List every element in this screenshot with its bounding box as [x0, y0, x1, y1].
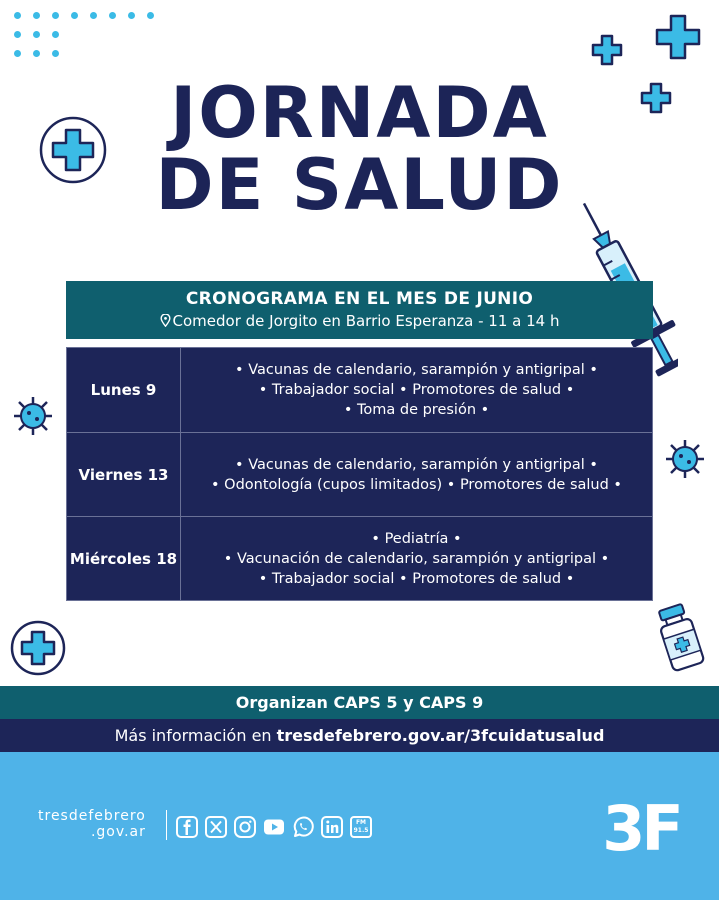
logo-line2: .gov.ar [90, 824, 146, 840]
service-note: (cupos limitados) [312, 476, 447, 493]
fm-label-top: FM [355, 819, 367, 826]
table-row [67, 348, 653, 433]
fm-radio-icon[interactable] [350, 816, 372, 838]
more-info-prefix: Más información en [114, 726, 277, 745]
service-line: • Vacunas de calendario, sarampión y antigripal • [235, 362, 598, 378]
service-line: • Vacunas de calendario, sarampión y antigripal • [235, 456, 598, 473]
services-cell [181, 517, 653, 601]
table-row [67, 433, 653, 517]
tresdefebrero-logo[interactable] [38, 808, 146, 840]
medical-cross-icon [655, 14, 701, 60]
linkedin-icon[interactable] [321, 816, 343, 838]
footer [0, 752, 719, 900]
organizers-banner: Organizan CAPS 5 y CAPS 9 [0, 686, 719, 719]
schedule-header [66, 281, 653, 339]
whatsapp-icon[interactable] [292, 816, 314, 838]
fm-label-bottom: 91.5 [353, 827, 369, 834]
location-text: Comedor de Jorgito en Barrio Esperanza - 11 a 14 h [172, 312, 560, 330]
vaccine-vial-icon [650, 602, 710, 674]
service-line: • Trabajador social • Promotores de salud • [258, 382, 575, 398]
schedule-heading: CRONOGRAMA EN EL MES DE JUNIO [185, 289, 534, 309]
service-line: • Trabajador social • Promotores de salud • [258, 570, 575, 587]
service-line: • Toma de presión • [343, 402, 490, 418]
day-cell: Viernes 13 [67, 433, 181, 517]
map-pin-icon [160, 314, 171, 327]
facebook-icon[interactable] [176, 816, 198, 838]
service-line [181, 475, 652, 495]
service-promoters: • Promotores de salud • [446, 476, 622, 493]
service-line: • Pediatría • [371, 530, 462, 547]
virus-icon [664, 438, 706, 480]
services-cell [181, 433, 653, 517]
instagram-icon[interactable] [234, 816, 256, 838]
schedule-table [66, 347, 653, 601]
brand-logo-3f [598, 794, 684, 856]
page-title-line2: DE SALUD [155, 144, 564, 226]
circle-cross-icon [10, 620, 66, 676]
more-info-banner [0, 719, 719, 752]
day-cell: Lunes 9 [67, 348, 181, 433]
youtube-icon[interactable] [263, 816, 285, 838]
footer-divider [166, 810, 167, 840]
more-info-link[interactable]: tresdefebrero.gov.ar/3fcuidatusalud [276, 726, 605, 745]
table-row [67, 517, 653, 601]
service-line: • Vacunación de calendario, sarampión y antigripal • [223, 550, 610, 567]
service-dentistry: • Odontología [211, 476, 313, 493]
logo-line1: tresdefebrero [38, 808, 146, 824]
x-icon[interactable] [205, 816, 227, 838]
medical-cross-icon [591, 34, 623, 66]
virus-icon [12, 395, 54, 437]
schedule-location [66, 312, 653, 330]
page-title-line1: JORNADA [170, 72, 549, 154]
services-cell [181, 348, 653, 433]
day-cell: Miércoles 18 [67, 517, 181, 601]
brand-mark-text: 3F [602, 794, 680, 856]
